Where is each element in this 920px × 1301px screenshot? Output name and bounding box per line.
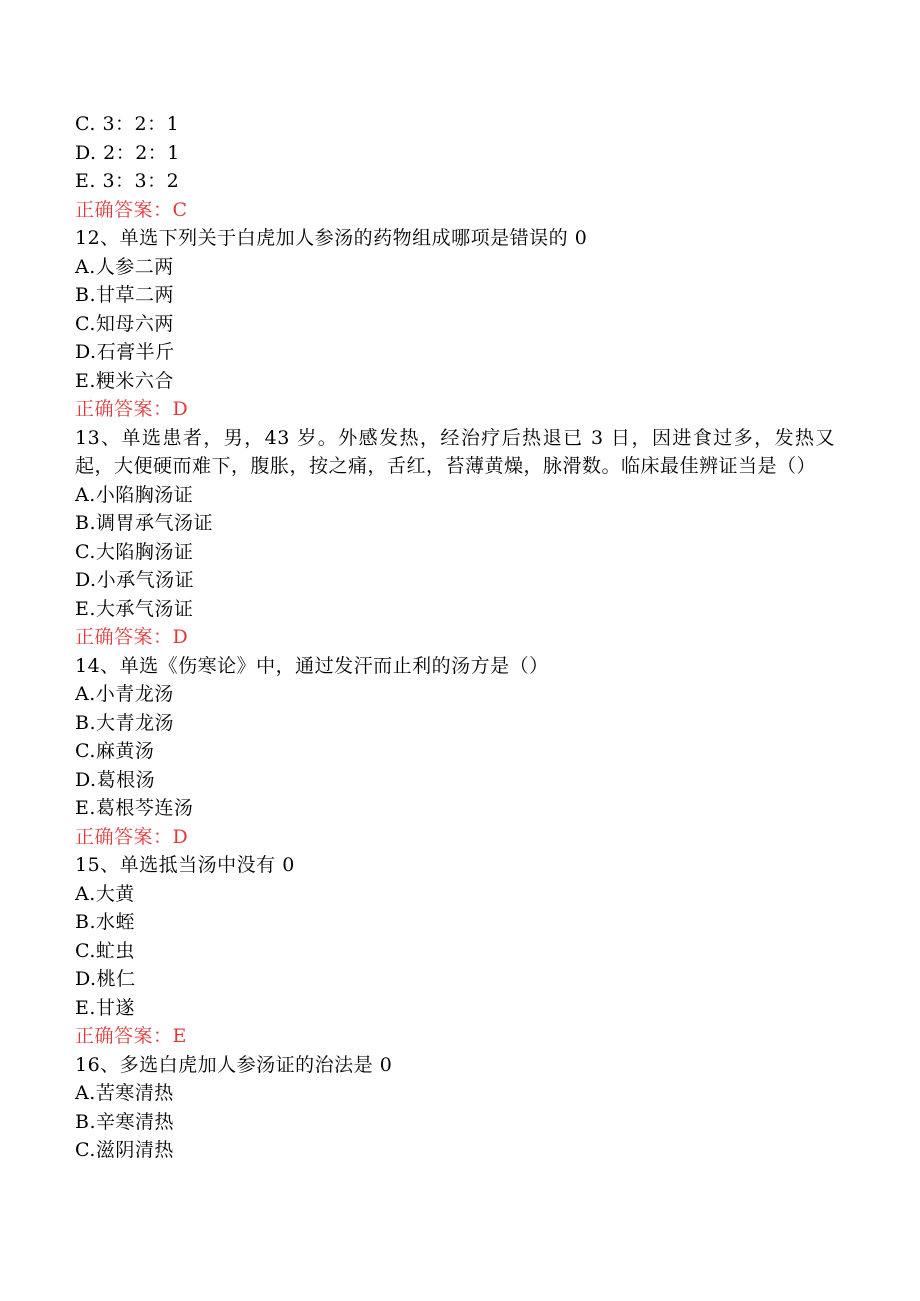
answer-label: 正确答案：	[75, 198, 173, 221]
option-line: A.大黄	[75, 882, 135, 905]
answer-label: 正确答案：	[75, 398, 173, 420]
option-line: C.知母六两	[75, 312, 174, 335]
answer-line	[75, 823, 835, 852]
answer-line	[75, 623, 835, 652]
answer-line	[75, 1022, 835, 1051]
answer-label: 正确答案：	[75, 626, 173, 648]
option-line: C.虻虫	[75, 939, 135, 962]
question-stem: 16、多选白虎加人参汤证的治法是 0	[75, 1053, 393, 1076]
answer-value: D	[172, 398, 189, 420]
option-line: E.粳米六合	[75, 369, 174, 392]
option-line: C.滋阴清热	[75, 1139, 174, 1161]
answer-line	[75, 395, 835, 424]
option-line: A.苦寒清热	[75, 1082, 174, 1104]
question-stem: 15、单选抵当汤中没有 0	[75, 854, 295, 876]
option-line: E. 3：3：2	[75, 170, 180, 192]
option-line: D.葛根汤	[75, 768, 156, 791]
document-page	[75, 110, 835, 1165]
answer-value: D	[172, 825, 189, 848]
option-line: D. 2：2：1	[75, 141, 180, 164]
question-stem: 13、单选患者，男，43 岁。外感发热，经治疗后热退已 3 日，因进食过多，发热又起，大便硬而难下，腹胀，按之痛，舌红，苔薄黄燥，脉滑数。临床最佳辨证当是（）	[75, 426, 835, 477]
option-line: E.大承气汤证	[75, 597, 194, 620]
option-line: B.辛寒清热	[75, 1110, 175, 1133]
option-line: D.石膏半斤	[75, 341, 175, 363]
answer-label: 正确答案：	[75, 825, 173, 848]
option-line: D.桃仁	[75, 968, 136, 990]
answer-label: 正确答案：	[75, 1025, 173, 1047]
answer-value: C	[172, 198, 188, 221]
option-line: B.调胃承气汤证	[75, 512, 214, 534]
answer-line	[75, 196, 835, 225]
option-line: C. 3：2：1	[75, 113, 180, 135]
option-line: A.小陷胸汤证	[75, 483, 194, 506]
option-line: E.甘遂	[75, 996, 135, 1019]
option-line: C.大陷胸汤证	[75, 540, 194, 563]
option-line: B.甘草二两	[75, 284, 175, 306]
option-line: A.人参二两	[75, 255, 174, 278]
question-stem: 12、单选下列关于白虎加人参汤的药物组成哪项是错误的 0	[75, 227, 588, 249]
answer-value: E	[172, 1025, 187, 1047]
option-line: D.小承气汤证	[75, 569, 195, 591]
answer-value: D	[172, 626, 189, 648]
option-line: C.麻黄汤	[75, 740, 155, 762]
question-stem: 14、单选《伤寒论》中，通过发汗而止利的汤方是（）	[75, 654, 549, 677]
option-line: B.大青龙汤	[75, 711, 175, 734]
option-line: E.葛根芩连汤	[75, 797, 194, 819]
option-line: B.水蛭	[75, 911, 136, 933]
option-line: A.小青龙汤	[75, 683, 174, 705]
